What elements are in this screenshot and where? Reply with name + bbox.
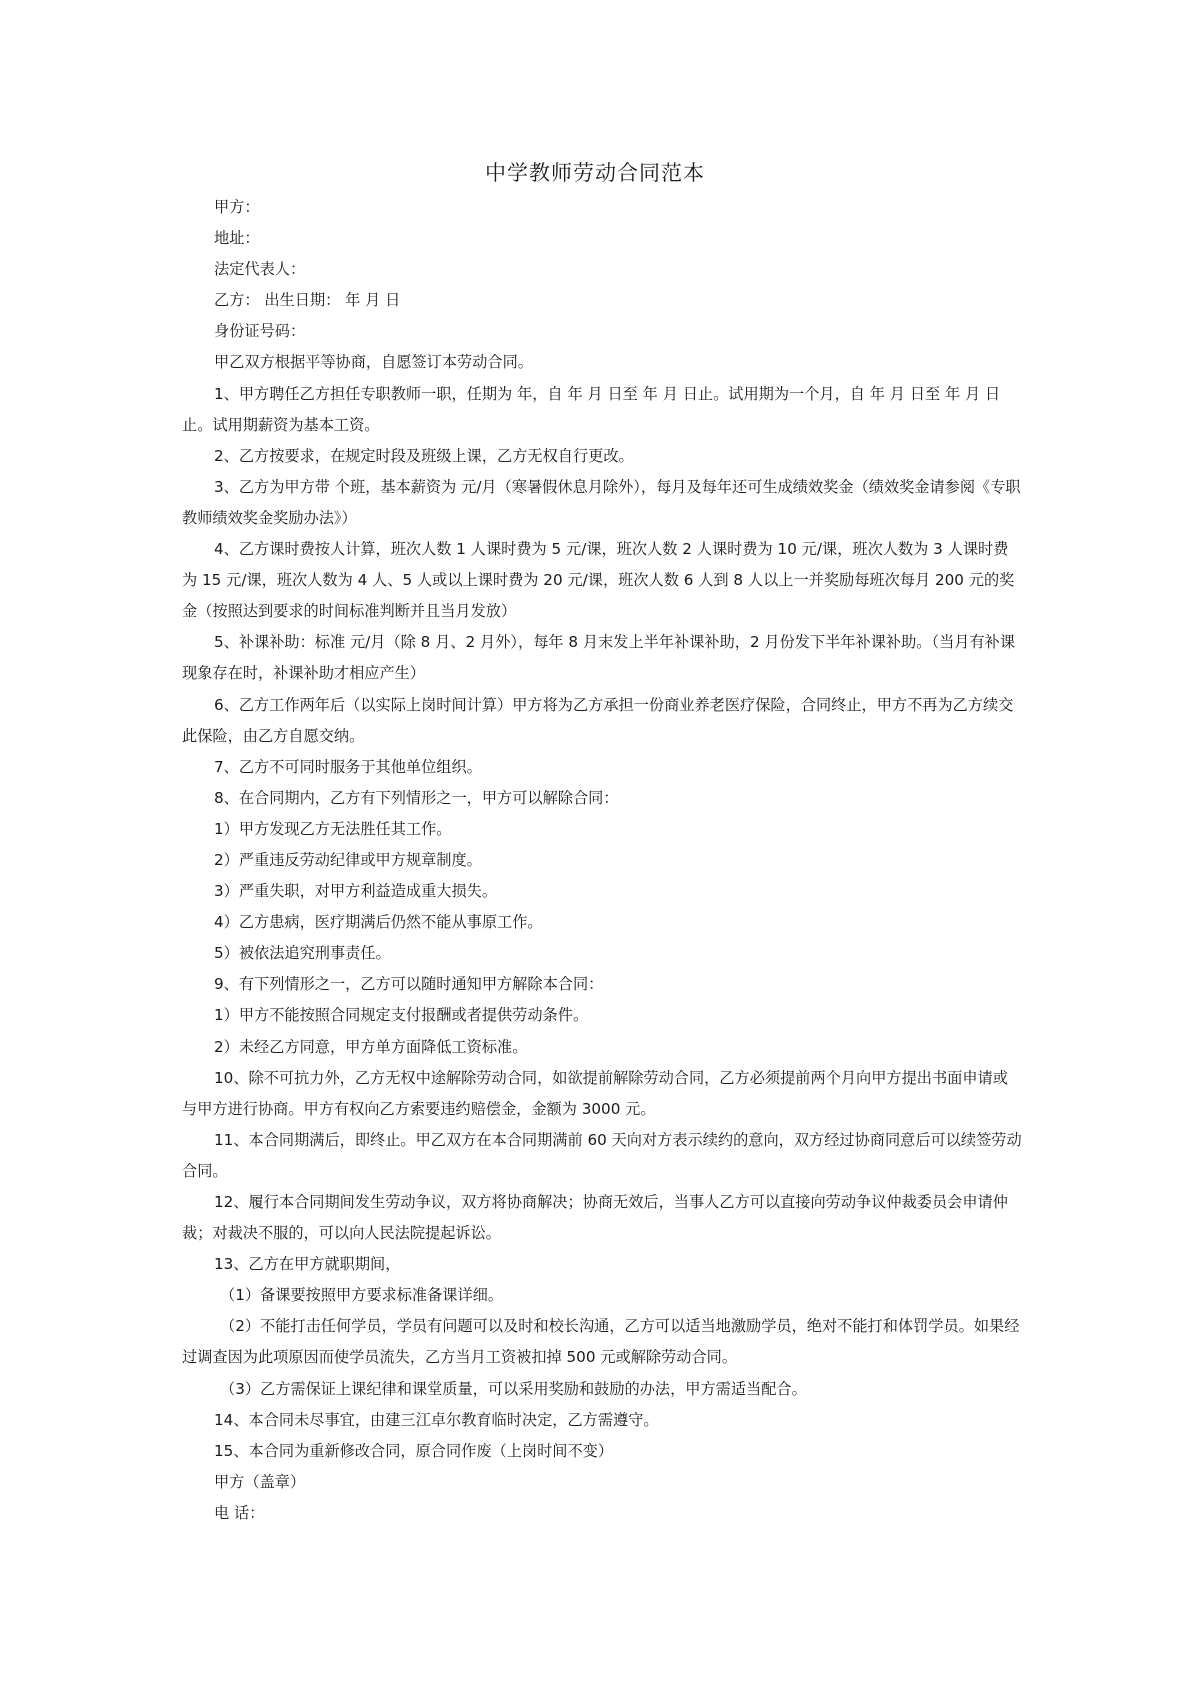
party-a-seal-line: 甲方（盖章） bbox=[214, 1472, 306, 1491]
clause-13-item-1: （1）备课要按照甲方要求标准备课详细。 bbox=[220, 1286, 504, 1305]
clause-3: 3、乙方为甲方带 个班，基本薪资为 元/月（寒暑假休息月除外），每月及每年还可生成绩效奖金（绩效奖金请参阅《专职教师绩效奖金奖励办法》） bbox=[182, 477, 1021, 527]
clause-14: 14、本合同未尽事宜，由建三江卓尔教育临时决定，乙方需遵守。 bbox=[214, 1410, 659, 1429]
party-b-line: 乙方： 出生日期： 年 月 日 bbox=[214, 291, 401, 310]
clause-7: 7、乙方不可同时服务于其他单位组织。 bbox=[214, 757, 482, 776]
preamble-paragraph: 甲乙双方根据平等协商，自愿签订本劳动合同。 bbox=[214, 353, 533, 372]
clause-4: 4、乙方课时费按人计算，班次人数 1 人课时费为 5 元/课，班次人数 2 人课时费为 10 元/课，班次人数为 3 人课时费为 15 元/课，班次人数为 4 人、5 人或以上课时费为 20 元/课，班次人数 6 人到 8 人以上一并奖励每班次每月 200 元的奖金（按照达到要求的时间标准判断并且当月发放） bbox=[182, 540, 1015, 621]
clause-9: 9、有下列情形之一，乙方可以随时通知甲方解除本合同： bbox=[214, 975, 604, 994]
clause-13-item-2: （2）不能打击任何学员，学员有问题可以及时和校长沟通，乙方可以适当地激励学员，绝对不能打和体罚学员。如果经过调查因为此项原因而使学员流失，乙方当月工资被扣掉 500 元或解除劳动合同。 bbox=[182, 1317, 1020, 1367]
clause-8-item-1: 1）甲方发现乙方无法胜任其工作。 bbox=[214, 819, 452, 838]
clause-1: 1、甲方聘任乙方担任专职教师一职，任期为 年，自 年 月 日至 年 月 日止。试用期为一个月，自 年 月 日至 年 月 日止。试用期薪资为基本工资。 bbox=[182, 384, 1001, 434]
party-a-line: 甲方： bbox=[214, 198, 260, 216]
address-line: 地址： bbox=[214, 229, 260, 248]
clause-2: 2、乙方按要求，在规定时段及班级上课，乙方无权自行更改。 bbox=[214, 446, 634, 465]
clause-8-item-5: 5）被依法追究刑事责任。 bbox=[214, 944, 391, 963]
clause-8-item-3: 3）严重失职，对甲方利益造成重大损失。 bbox=[214, 882, 498, 901]
clause-9-item-1: 1）甲方不能按照合同规定支付报酬或者提供劳动条件。 bbox=[214, 1006, 589, 1025]
clause-13: 13、乙方在甲方就职期间， bbox=[214, 1255, 401, 1274]
clause-8-item-2: 2）严重违反劳动纪律或甲方规章制度。 bbox=[214, 850, 482, 869]
clause-8: 8、在合同期内，乙方有下列情形之一，甲方可以解除合同： bbox=[214, 788, 619, 807]
clause-12: 12、履行本合同期间发生劳动争议，双方将协商解决；协商无效后，当事人乙方可以直接向劳动争议仲裁委员会申请仲裁；对裁决不服的，可以向人民法院提起诉讼。 bbox=[182, 1193, 1008, 1243]
clause-6: 6、乙方工作两年后（以实际上岗时间计算）甲方将为乙方承担一份商业养老医疗保险，合同终止，甲方不再为乙方续交此保险，由乙方自愿交纳。 bbox=[182, 695, 1014, 745]
clause-8-item-4: 4）乙方患病，医疗期满后仍然不能从事原工作。 bbox=[214, 913, 543, 932]
clause-11: 11、本合同期满后，即终止。甲乙双方在本合同期满前 60 天向对方表示续约的意向，双方经过协商同意后可以续签劳动合同。 bbox=[182, 1130, 1022, 1180]
legal-representative-line: 法定代表人： bbox=[214, 260, 306, 279]
clause-13-item-3: （3）乙方需保证上课纪律和课堂质量，可以采用奖励和鼓励的办法，甲方需适当配合。 bbox=[220, 1379, 807, 1398]
clause-10: 10、除不可抗力外，乙方无权中途解除劳动合同，如欲提前解除劳动合同，乙方必须提前两个月向甲方提出书面申请或与甲方进行协商。甲方有权向乙方索要违约赔偿金，金额为 3000 元。 bbox=[182, 1068, 1008, 1118]
phone-line: 电 话： bbox=[214, 1503, 265, 1522]
document-title: 中学教师劳动合同范本 bbox=[485, 161, 705, 185]
clause-9-item-2: 2）未经乙方同意，甲方单方面降低工资标准。 bbox=[214, 1037, 528, 1056]
id-number-line: 身份证号码： bbox=[214, 322, 306, 341]
clause-5: 5、补课补助：标准 元/月（除 8 月、2 月外），每年 8 月末发上半年补课补助，2 月份发下半年补课补助。（当月有补课现象存在时，补课补助才相应产生） bbox=[182, 633, 1016, 683]
clause-15: 15、本合同为重新修改合同，原合同作废（上岗时间不变） bbox=[214, 1441, 614, 1460]
document-body bbox=[182, 192, 1022, 1529]
